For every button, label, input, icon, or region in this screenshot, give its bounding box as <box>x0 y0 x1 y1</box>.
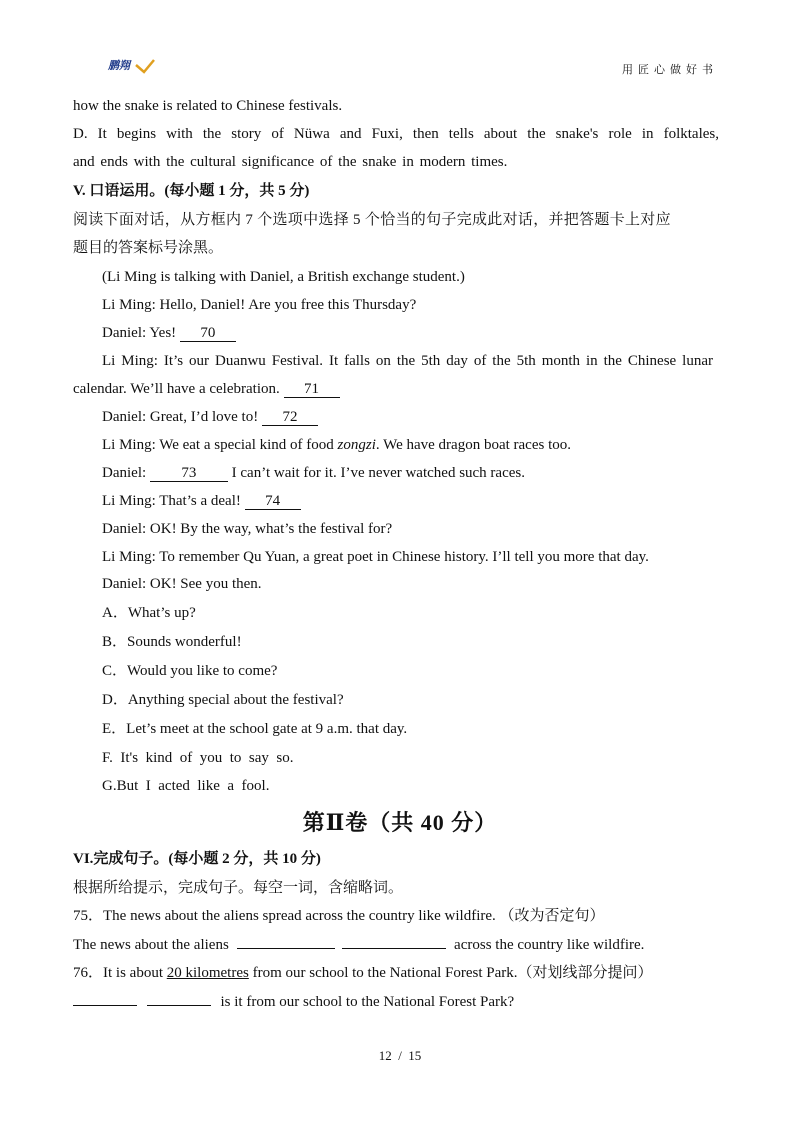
question-75-answer-line: The news about the aliens across the country like wildfire. <box>73 937 645 953</box>
question-76-answer-line: is it from our school to the National Forest Park? <box>73 992 514 1012</box>
dialogue-line-9: Li Ming: To remember Qu Yuan, a great poet in Chinese history. I’ll tell you more that day. <box>102 549 649 565</box>
answer-blank-71[interactable]: 71 <box>284 381 340 398</box>
section6-title: VI.完成句子。(每小题 2 分，共 10 分) <box>73 851 321 867</box>
answer-blank-75a[interactable] <box>237 948 335 949</box>
section6-instruction: 根据所给提示，完成句子。每空一词，含缩略词。 <box>73 880 404 896</box>
option-a: A．What’s up? <box>102 605 196 621</box>
option-e: E．Let’s meet at the school gate at 9 a.m. that day. <box>102 721 408 737</box>
dialogue-line-4: Daniel: Great, I’d love to! 72 <box>102 407 318 427</box>
answer-blank-72[interactable]: 72 <box>262 409 318 426</box>
prev-option-c-tail: how the snake is related to Chinese festivals. <box>73 98 343 114</box>
question-75: 75．The news about the aliens spread across the country like wildfire. （改为否定句） <box>73 908 605 924</box>
publisher-logo <box>106 56 156 76</box>
dialogue-line-2: Daniel: Yes! 70 <box>102 323 236 343</box>
option-f: F. It's kind of you to say so. <box>102 750 294 766</box>
header-slogan: 用匠心做好书 <box>622 64 718 76</box>
answer-blank-73[interactable]: 73 <box>150 465 228 482</box>
dialogue-context: (Li Ming is talking with Daniel, a British exchange student.) <box>102 269 465 285</box>
section5-instruction-line1: 阅读下面对话，从方框内 7 个选项中选择 5 个恰当的句子完成此对话，并把答题卡上对应 <box>73 212 671 228</box>
question-76: 76．It is about 20 kilometres from our school to the National Forest Park.（对划线部分提问） <box>73 965 653 981</box>
option-c: C．Would you like to come? <box>102 663 278 679</box>
dialogue-line-3b: calendar. We’ll have a celebration. 71 <box>73 379 340 399</box>
dialogue-line-6: Daniel: 73 I can’t wait for it. I’ve never watched such races. <box>102 465 525 481</box>
answer-blank-70[interactable]: 70 <box>180 325 236 342</box>
part2-title: 第Ⅱ卷（共 40 分） <box>302 810 498 835</box>
dialogue-line-7: Li Ming: That’s a deal! 74 <box>102 491 301 511</box>
logo-check-icon <box>136 60 154 72</box>
dialogue-line-8: Daniel: OK! By the way, what’s the festival for? <box>102 521 393 537</box>
answer-blank-76b[interactable] <box>147 1005 211 1006</box>
underlined-phrase: 20 kilometres <box>166 965 249 981</box>
section5-title: V. 口语运用。(每小题 1 分，共 5 分) <box>73 183 310 199</box>
prev-option-d-line1: D. It begins with the story of Nüwa and Fuxi, then tells about the snake's role in folktales, <box>73 126 719 142</box>
option-d: D．Anything special about the festival? <box>102 692 344 708</box>
prev-option-d-line2: and ends with the cultural significance of the snake in modern times. <box>73 154 508 170</box>
logo-text: 鹏翔 <box>108 59 130 72</box>
dialogue-line-3a: Li Ming: It’s our Duanwu Festival. It falls on the 5th day of the 5th month in the Chinese lunar <box>102 353 713 369</box>
page-number: 12 / 15 <box>378 1048 422 1063</box>
option-b: B．Sounds wonderful! <box>102 634 242 650</box>
answer-blank-74[interactable]: 74 <box>245 493 301 510</box>
dialogue-line-10: Daniel: OK! See you then. <box>102 576 262 592</box>
dialogue-line-5: Li Ming: We eat a special kind of food zongzi. We have dragon boat races too. <box>102 437 572 453</box>
answer-blank-75b[interactable] <box>342 948 446 949</box>
section5-instruction-line2: 题目的答案标号涂黑。 <box>73 240 224 256</box>
answer-blank-76a[interactable] <box>73 1005 137 1006</box>
dialogue-line-1: Li Ming: Hello, Daniel! Are you free this Thursday? <box>102 297 417 313</box>
option-g: G.But I acted like a fool. <box>102 778 270 794</box>
